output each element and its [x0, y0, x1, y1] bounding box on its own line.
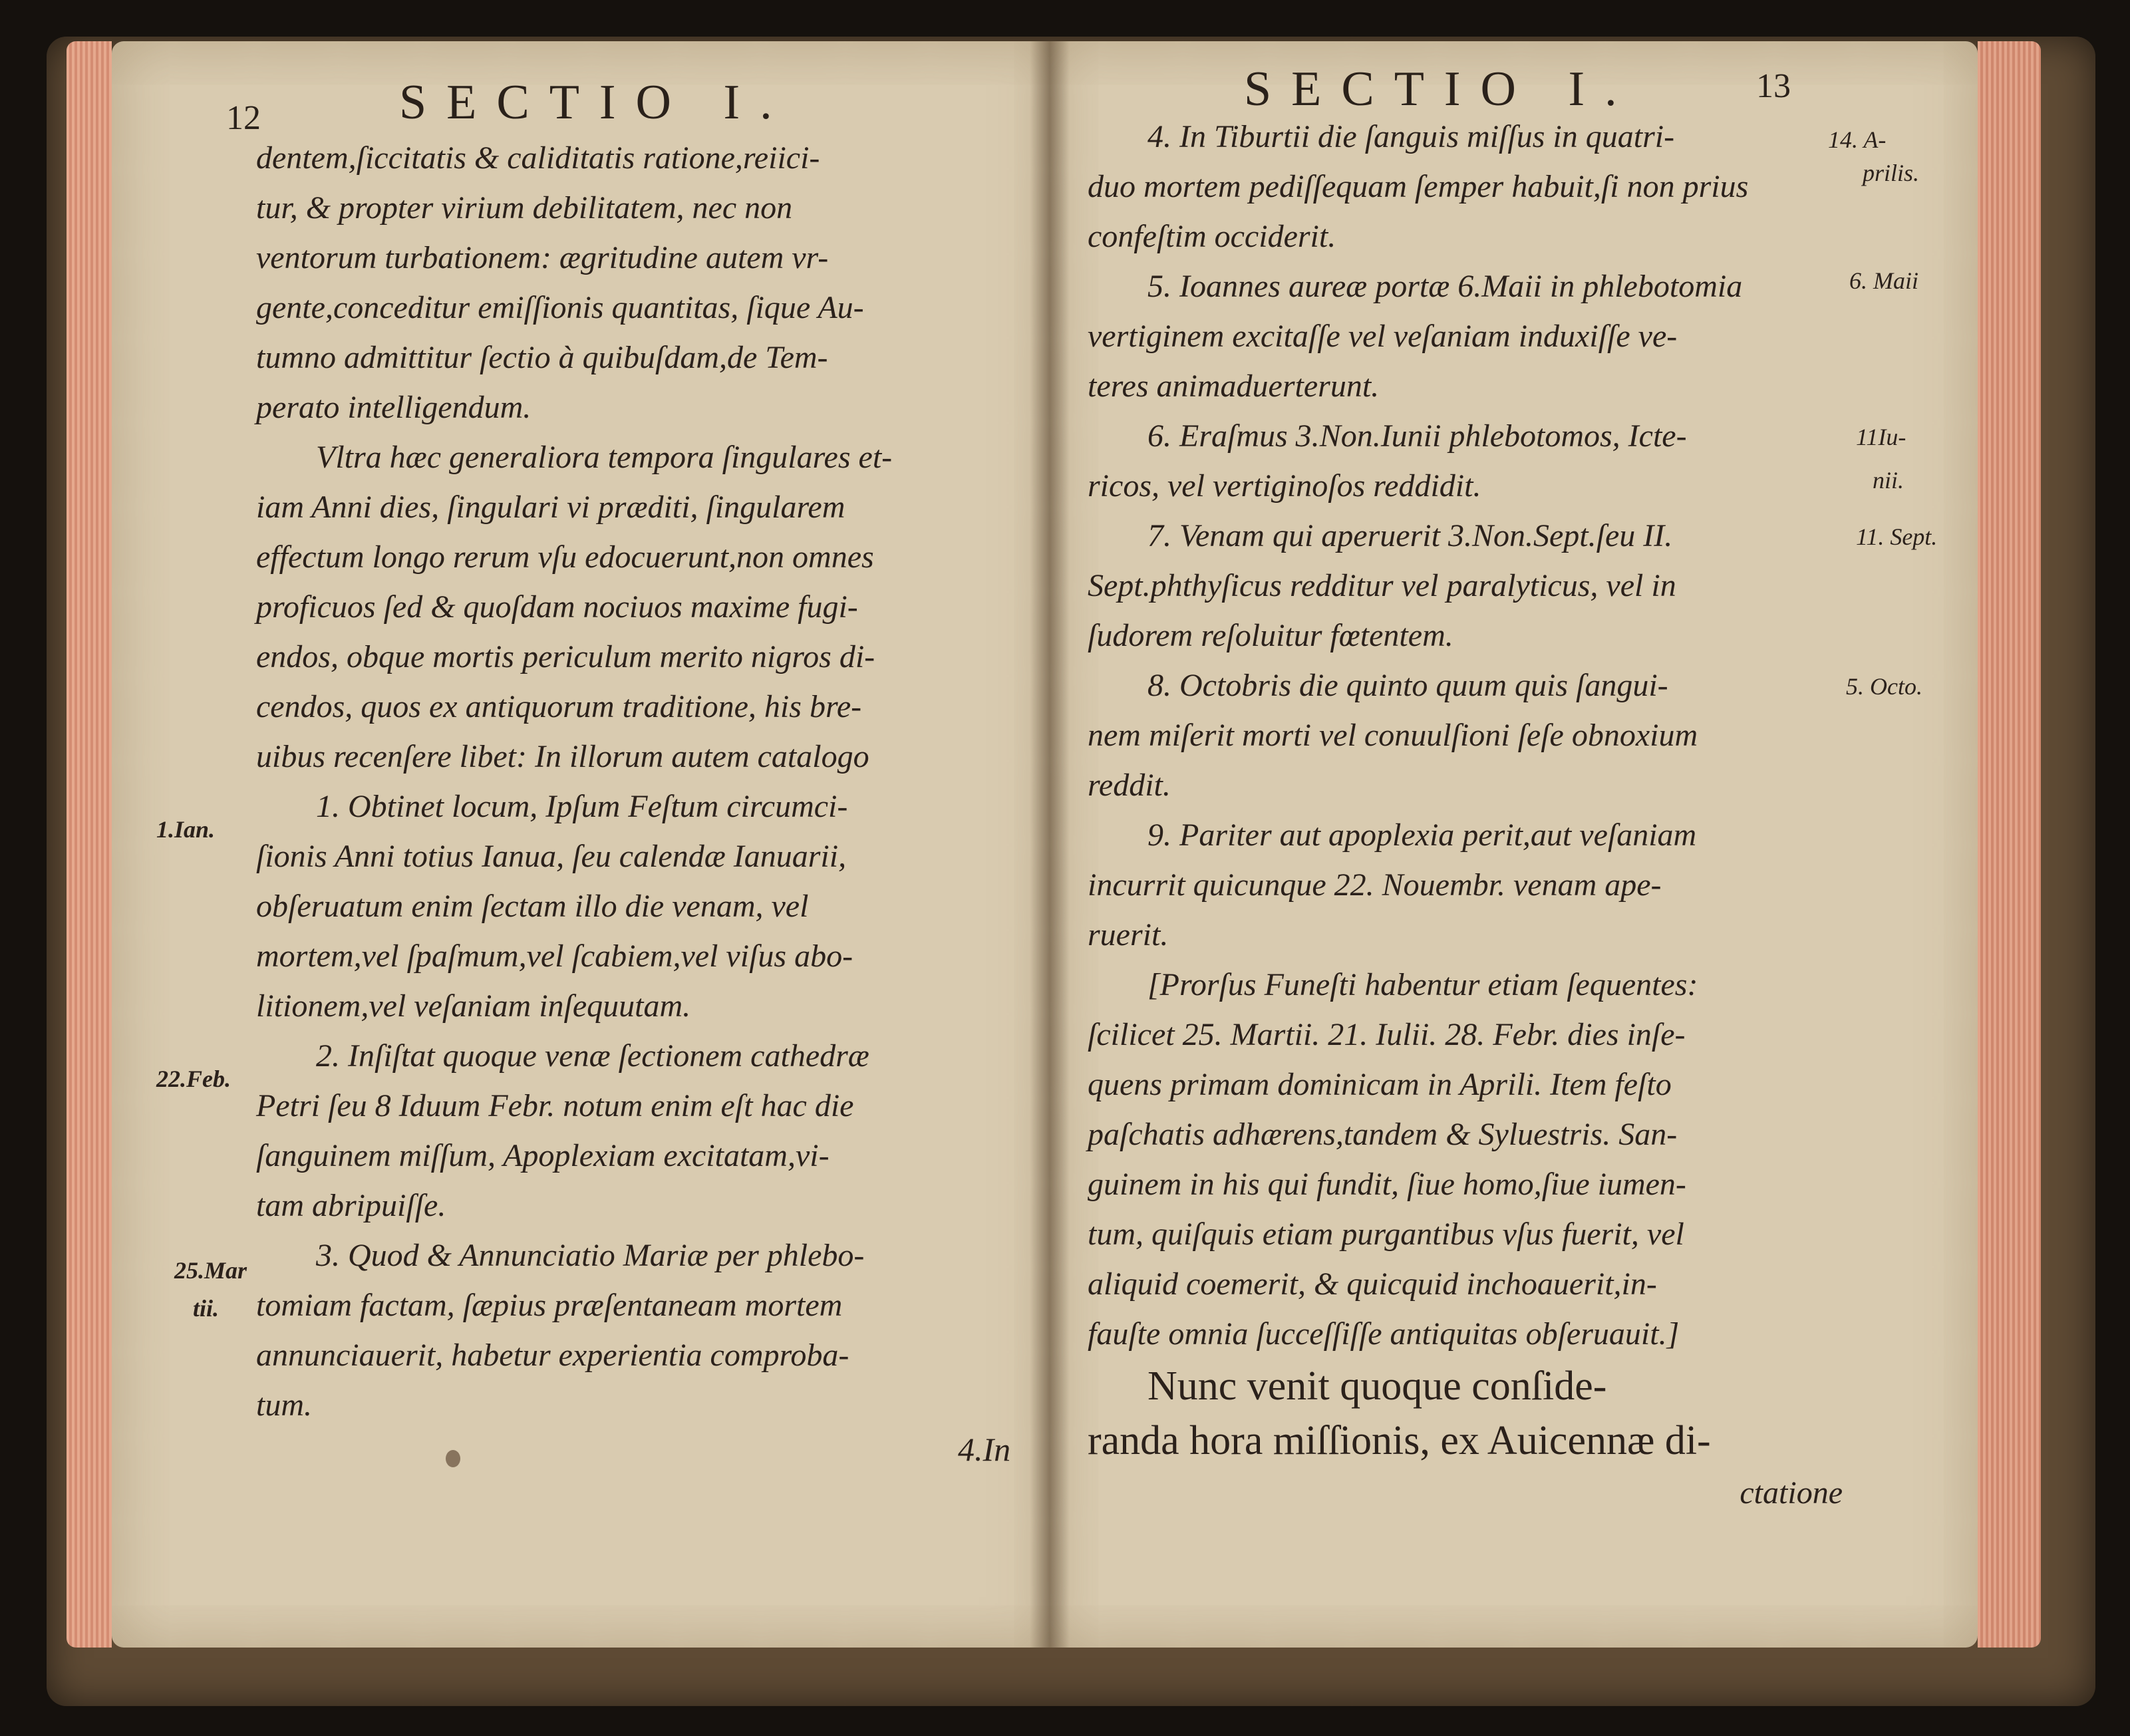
- text-line: cendos, quos ex antiquorum traditione, his bre-: [256, 689, 862, 724]
- text-line: obſeruatum enim ſectam illo die venam, vel: [256, 889, 809, 924]
- text-line: tumno admittitur ſectio à quibuſdam,de Tem-: [256, 340, 828, 375]
- text-line: vertiginem excitaſſe vel veſaniam induxiſſe ve-: [1088, 319, 1678, 354]
- text-line: tam abripuiſſe.: [256, 1188, 446, 1223]
- text-line: 2. Inſiſtat quoque venæ ſectionem cathedræ: [316, 1038, 869, 1074]
- text-line: Sept.phthyſicus redditur vel paralyticus, vel in: [1088, 568, 1676, 603]
- text-line: mortem,vel ſpaſmum,vel ſcabiem,vel viſus abo-: [256, 939, 853, 974]
- text-line: duo mortem pediſſequam ſemper habuit,ſi non prius: [1088, 169, 1749, 204]
- page-edges-left: [67, 41, 112, 1648]
- text-line: annunciauerit, habetur experientia comproba-: [256, 1338, 849, 1373]
- margin-note: 25.Mar: [174, 1257, 247, 1284]
- right-running-head: SECTIO I.: [1244, 62, 1637, 116]
- margin-note: tii.: [193, 1295, 220, 1322]
- text-line: quens primam dominicam in Aprili. Item feſto: [1088, 1067, 1672, 1102]
- text-line: effectum longo rerum vſu edocuerunt,non omnes: [256, 539, 874, 575]
- text-line: ricos, vel vertiginoſos reddidit.: [1088, 468, 1481, 504]
- text-line: paſchatis adhærens,tandem & Syluestris. San-: [1088, 1117, 1678, 1152]
- text-line: tum.: [256, 1387, 312, 1423]
- text-line: Petri ſeu 8 Iduum Febr. notum enim eſt hac die: [256, 1088, 854, 1123]
- page-edges-right: [1978, 41, 2041, 1648]
- text-line: iam Anni dies, ſingulari vi præditi, ſingularem: [256, 490, 845, 525]
- text-line: ſanguinem miſſum, Apoplexiam excitatam,vi-: [256, 1138, 830, 1173]
- margin-note: 11. Sept.: [1856, 523, 1938, 550]
- text-line: ſudorem reſoluitur fœtentem.: [1088, 618, 1453, 653]
- text-line: tomiam factam, ſæpius præſentaneam mortem: [256, 1288, 843, 1323]
- catchword: 4.In: [958, 1431, 1011, 1468]
- text-line: ſcilicet 25. Martii. 21. Iulii. 28. Febr. dies inſe-: [1088, 1017, 1686, 1052]
- text-line: litionem,vel veſaniam inſequutam.: [256, 988, 691, 1024]
- text-line: reddit.: [1088, 768, 1171, 803]
- ink-blot: [446, 1450, 460, 1467]
- right-page-text: [1088, 112, 1843, 1518]
- text-line: perato intelligendum.: [256, 390, 532, 425]
- text-line: incurrit quicunque 22. Nouembr. venam ape-: [1088, 867, 1662, 903]
- text-line: nem miſerit morti vel conuulſioni ſeſe obnoxium: [1088, 718, 1698, 753]
- text-line: Vltra hæc generaliora tempora ſingulares et-: [316, 440, 893, 475]
- text-line: uibus recenſere libet: In illorum autem catalogo: [256, 739, 869, 774]
- text-line: gente,conceditur emiſſionis quantitas, ſique Au-: [256, 290, 864, 325]
- text-line: proficuos ſed & quoſdam nociuos maxime fugi-: [256, 589, 858, 625]
- left-running-head: SECTIO I.: [399, 75, 792, 130]
- text-line: ventorum turbationem: ægritudine autem vr-: [256, 240, 829, 275]
- left-page-number: 12: [226, 99, 261, 137]
- text-line: ſionis Anni totius Ianua, ſeu calendæ Ianuarii,: [256, 839, 847, 874]
- text-line: tur, & propter virium debilitatem, nec non: [256, 190, 793, 225]
- text-line: 4. In Tiburtii die ſanguis miſſus in quatri-: [1147, 119, 1675, 154]
- margin-note: 11Iu-: [1856, 424, 1906, 450]
- text-line: guinem in his qui fundit, ſiue homo,ſiue iumen-: [1088, 1167, 1686, 1202]
- text-line: 3. Quod & Annunciatio Mariæ per phlebo-: [316, 1238, 865, 1273]
- text-line: tum, quiſquis etiam purgantibus vſus fuerit, vel: [1088, 1217, 1684, 1252]
- text-line: [Prorſus Funeſti habentur etiam ſequentes:: [1147, 967, 1698, 1002]
- text-line: Nunc venit quoque conſide-: [1147, 1364, 1607, 1409]
- right-page-number: 13: [1756, 67, 1791, 105]
- text-line: 9. Pariter aut apoplexia perit,aut veſaniam: [1147, 817, 1697, 853]
- text-line: 5. Ioannes aureæ portæ 6.Maii in phlebotomia: [1147, 269, 1743, 304]
- margin-note: 22.Feb.: [156, 1066, 231, 1092]
- text-line: 7. Venam qui aperuerit 3.Non.Sept.ſeu II.: [1147, 518, 1673, 553]
- text-line: endos, obque mortis periculum merito nigros di-: [256, 639, 875, 674]
- text-line: confeſtim occiderit.: [1088, 219, 1336, 254]
- text-line: 8. Octobris die quinto quum quis ſangui-: [1147, 668, 1668, 703]
- text-line: ruerit.: [1088, 917, 1169, 952]
- gutter-shadow: [1030, 41, 1070, 1648]
- margin-note: 1.Ian.: [156, 816, 216, 843]
- margin-note: nii.: [1873, 467, 1904, 494]
- margin-note: 5. Octo.: [1846, 673, 1922, 700]
- margin-note: 6. Maii: [1849, 267, 1918, 294]
- text-line: randa hora miſſionis, ex Auicennæ di-: [1088, 1418, 1711, 1463]
- text-line: teres animaduerterunt.: [1088, 368, 1380, 404]
- text-line: ctatione: [1740, 1475, 1843, 1511]
- text-line: dentem,ſiccitatis & caliditatis ratione,reiici-: [256, 140, 820, 176]
- text-line: fauſte omnia ſucceſſiſſe antiquitas obſeruauit.]: [1088, 1316, 1680, 1352]
- text-line: 1. Obtinet locum, Ipſum Feſtum circumci-: [316, 789, 848, 824]
- margin-note: 14. A-: [1828, 126, 1887, 153]
- margin-note: prilis.: [1863, 160, 1920, 186]
- text-line: aliquid coemerit, & quicquid inchoauerit,in-: [1088, 1266, 1657, 1302]
- text-line: 6. Eraſmus 3.Non.Iunii phlebotomos, Icte-: [1147, 418, 1687, 454]
- left-page-text: [256, 133, 1041, 1430]
